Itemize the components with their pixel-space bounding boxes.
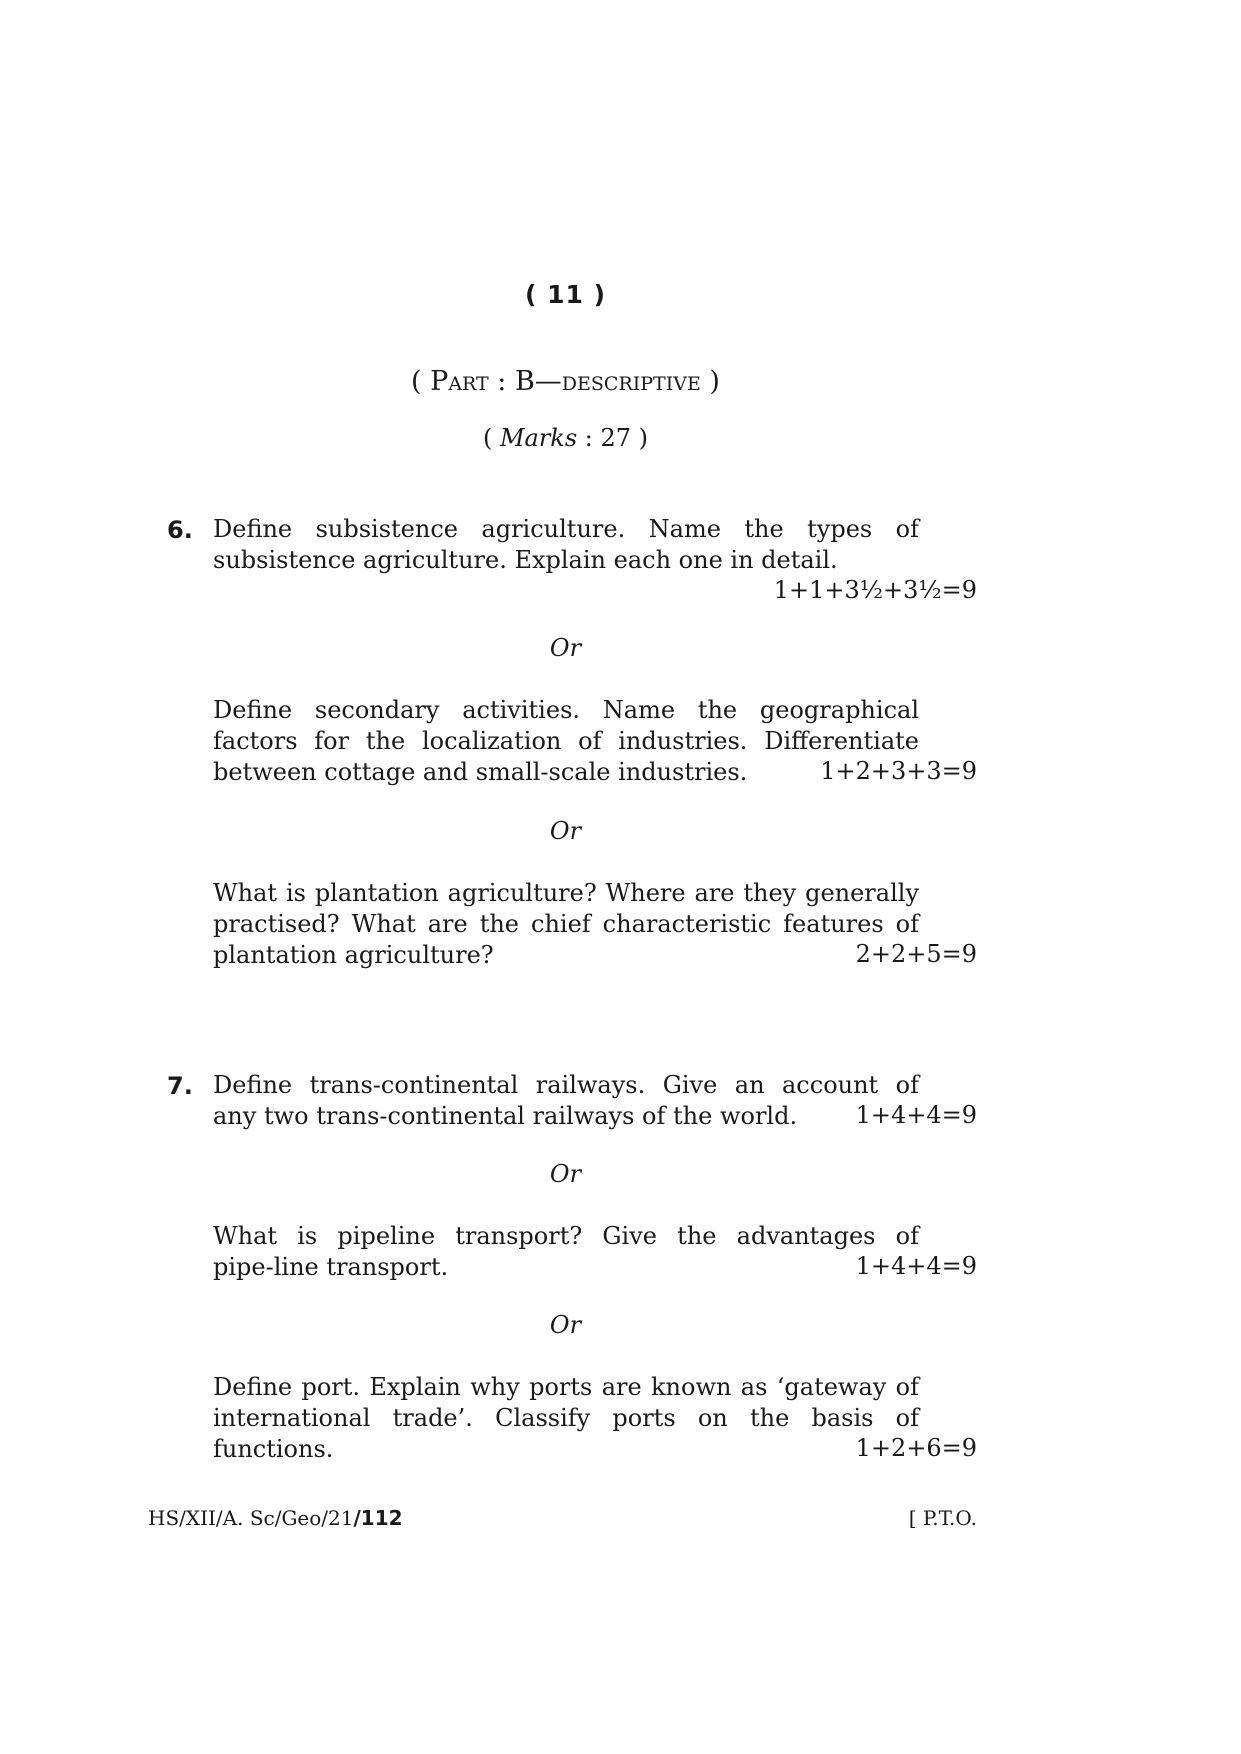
question-marks: 1+2+3+3=9 [820,757,977,785]
question-marks: 1+1+3½+3½=9 [773,576,977,604]
marks-open: ( [482,424,500,452]
question-option [213,1372,919,1465]
part-heading: ( Part : B—descriptive ) [411,366,720,397]
question-line: functions. [213,1435,334,1463]
page-number: ( 11 ) [524,280,607,309]
question-line: Define secondary activities. Name the geographical [213,696,919,724]
question-marks: 1+4+4=9 [855,1252,977,1280]
marks-value: : 27 ) [577,424,649,452]
question-line: factors for the localization of industries. Differentiate [213,727,919,755]
question-marks: 2+2+5=9 [855,940,977,968]
question-option [213,695,919,788]
paper-code [148,1506,403,1530]
question-line: between cottage and small-scale industries. [213,758,748,786]
marks-label: Marks [499,424,578,452]
question-marks: 1+4+4=9 [855,1101,977,1129]
question-line: plantation agriculture? [213,941,494,969]
question-line: Define subsistence agriculture. Name the types of [213,515,919,543]
question-option [213,1221,919,1283]
question-option [213,514,919,576]
or-separator: Or [549,1160,582,1188]
paper-code-number: /112 [353,1506,403,1530]
total-marks [0,424,1131,452]
or-separator: Or [549,1311,582,1339]
question-line: international trade’. Classify ports on the basis of [213,1404,919,1432]
question-line: practised? What are the chief characteristic features of [213,910,919,938]
please-turn-over: [ P.T.O. [908,1506,977,1530]
question-line: subsistence agriculture. Explain each one in detail. [213,546,838,574]
question-line: What is pipeline transport? Give the advantages of [213,1222,919,1250]
question-line: any two trans-continental railways of the world. [213,1102,798,1130]
question-line: Define trans-continental railways. Give an account of [213,1071,919,1099]
question-line: What is plantation agriculture? Where are they generally [213,879,919,907]
question-number: 6. [167,516,193,544]
question-option [213,878,919,971]
question-number: 7. [167,1072,193,1100]
question-marks: 1+2+6=9 [855,1434,977,1462]
or-separator: Or [549,634,582,662]
or-separator: Or [549,817,582,845]
question-line: pipe-line transport. [213,1253,449,1281]
paper-code-prefix: HS/XII/A. Sc/Geo/21 [148,1506,354,1530]
question-line: Define port. Explain why ports are known as ‘gateway of [213,1373,919,1401]
question-option [213,1070,919,1132]
